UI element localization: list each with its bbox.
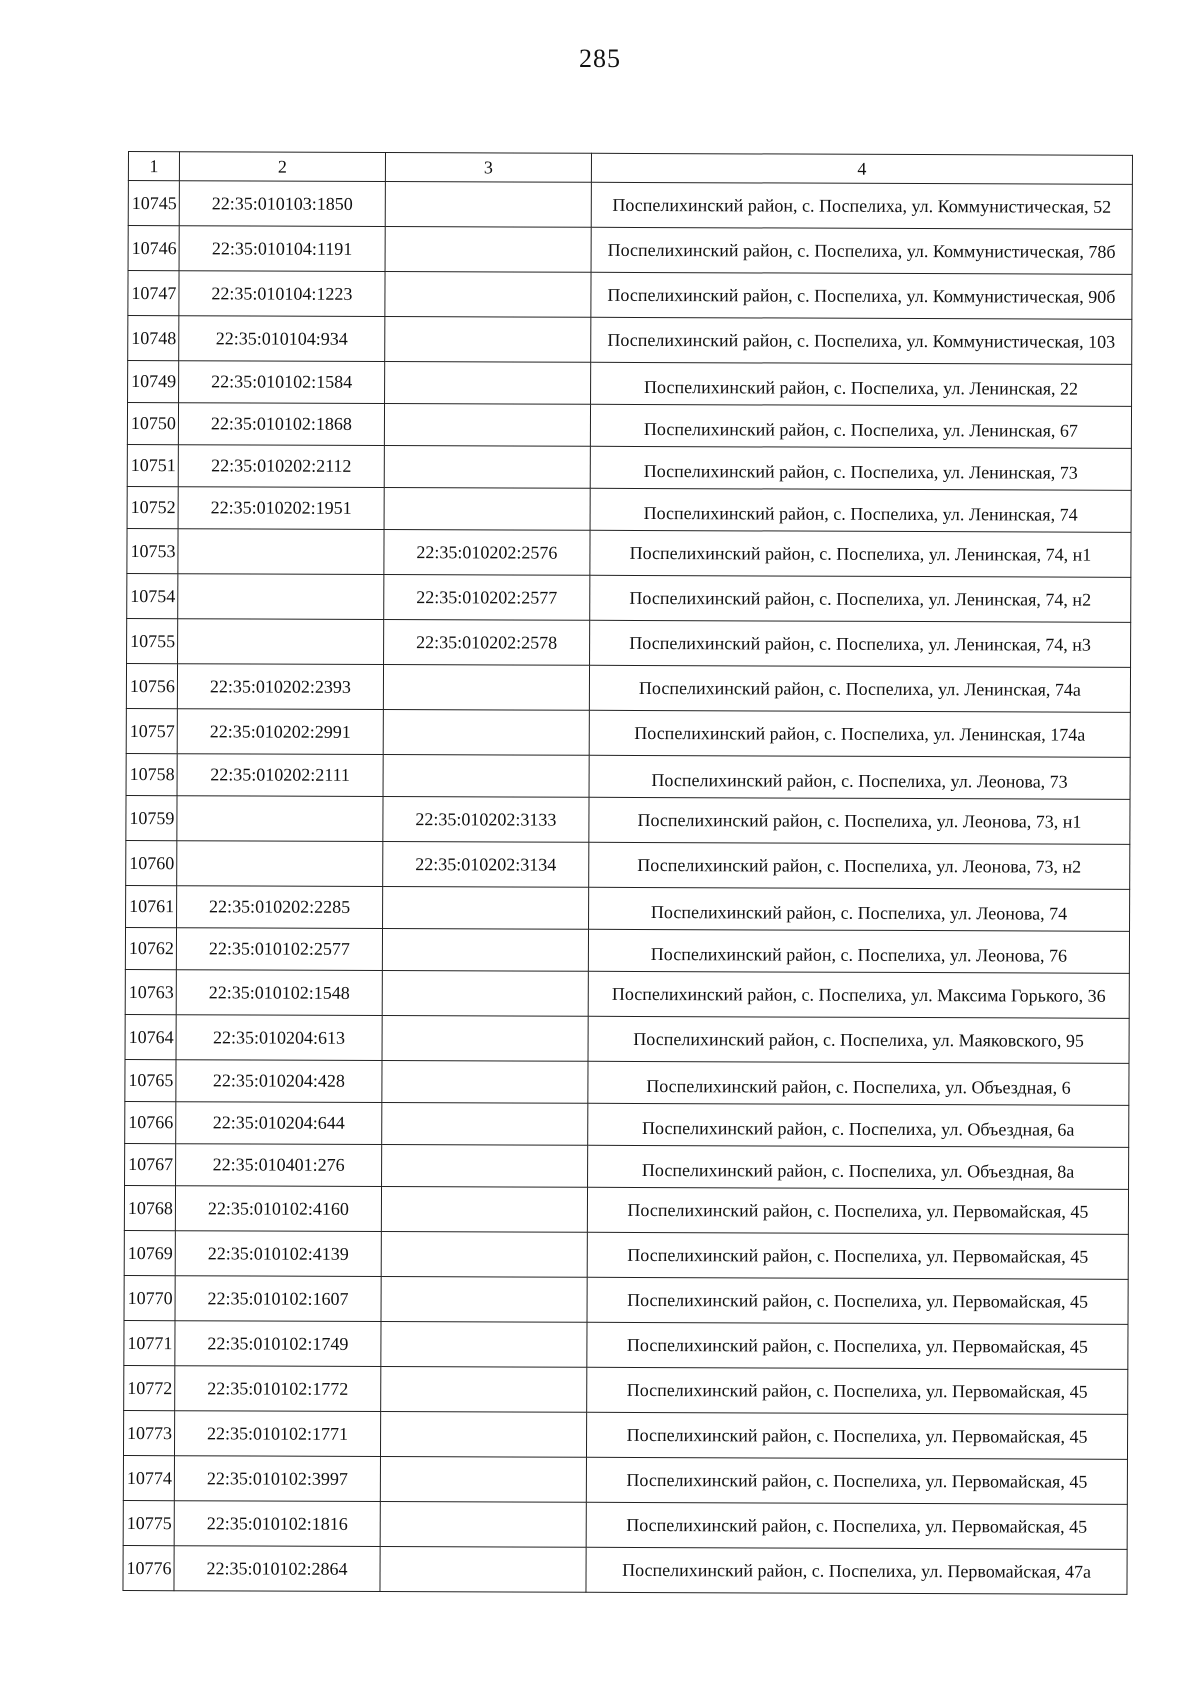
row-number: 10746 [128, 226, 179, 271]
cadastral-number-col3 [381, 1231, 587, 1277]
cadastral-number-col2 [178, 574, 384, 620]
row-number: 10767 [125, 1143, 176, 1185]
table-row [126, 885, 1130, 931]
cadastral-number-col3 [385, 271, 591, 317]
page-number: 285 [579, 44, 621, 73]
row-number: 10747 [128, 271, 179, 316]
address: Поспелихинский район, с. Поспелиха, ул. Коммунистическая, 90б [591, 272, 1132, 319]
cadastral-number-col3 [383, 754, 589, 797]
cadastral-number-col2: 22:35:010204:644 [176, 1102, 382, 1145]
address: Поспелихинский район, с. Поспелиха, ул. Первомайская, 45 [587, 1187, 1128, 1234]
address: Поспелихинский район, с. Поспелиха, ул. Ленинская, 67 [590, 404, 1131, 448]
cadastral-number-col2: 22:35:010102:1607 [175, 1276, 381, 1322]
table-row [125, 969, 1129, 1018]
row-number: 10772 [124, 1365, 175, 1410]
cadastral-number-col2: 22:35:010102:1548 [176, 970, 382, 1016]
row-number: 10751 [127, 444, 178, 486]
cadastral-number-col2: 22:35:010202:2111 [177, 754, 383, 797]
cadastral-number-col2 [178, 619, 384, 665]
address: Поспелихинский район, с. Поспелиха, ул. Ленинская, 74, н1 [590, 530, 1131, 577]
row-number: 10765 [125, 1059, 176, 1101]
cadastral-number-col2: 22:35:010102:4139 [175, 1231, 381, 1277]
cadastral-number-col2: 22:35:010102:1772 [175, 1366, 381, 1412]
header-col-2: 2 [179, 152, 385, 182]
cadastral-number-col3 [385, 181, 591, 227]
header-col-4: 4 [591, 153, 1132, 184]
address: Поспелихинский район, с. Поспелиха, ул. Первомайская, 45 [586, 1412, 1127, 1459]
table-row [124, 1185, 1128, 1234]
address: Поспелихинский район, с. Поспелиха, ул. Леонова, 74 [589, 887, 1130, 931]
cadastral-number-col2: 22:35:010102:2864 [174, 1546, 380, 1592]
cadastral-number-col2: 22:35:010102:1584 [179, 361, 385, 404]
header-row [128, 152, 1132, 185]
address: Поспелихинский район, с. Поспелиха, ул. Максима Горького, 36 [588, 971, 1129, 1018]
header-col-1: 1 [128, 152, 179, 181]
row-number: 10754 [127, 573, 178, 618]
address: Поспелихинский район, с. Поспелиха, ул. Леонова, 73, н2 [589, 842, 1130, 889]
cadastral-number-col2 [177, 796, 383, 842]
table-row [127, 486, 1131, 532]
cadastral-number-col2: 22:35:010104:934 [179, 316, 385, 362]
address: Поспелихинский район, с. Поспелиха, ул. Леонова, 73 [589, 755, 1130, 799]
cadastral-number-col3 [384, 487, 590, 530]
table-row [125, 927, 1129, 973]
table-row [128, 271, 1132, 320]
address: Поспелихинский район, с. Поспелиха, ул. Ленинская, 74а [589, 665, 1130, 712]
header-col-3: 3 [385, 152, 591, 182]
cadastral-number-col2: 22:35:010202:2991 [177, 709, 383, 755]
address: Поспелихинский район, с. Поспелиха, ул. Леонова, 73, н1 [589, 797, 1130, 844]
address: Поспелихинский район, с. Поспелиха, ул. Первомайская, 45 [587, 1277, 1128, 1324]
table-row [125, 1101, 1129, 1147]
address: Поспелихинский район, с. Поспелиха, ул. Первомайская, 47а [586, 1547, 1127, 1594]
table-header [128, 152, 1132, 185]
table-row [123, 1500, 1127, 1549]
cadastral-number-col3: 22:35:010202:3134 [383, 841, 589, 887]
table-row [125, 1143, 1129, 1189]
address: Поспелихинский район, с. Поспелиха, ул. Первомайская, 45 [586, 1457, 1127, 1504]
table-row [128, 361, 1132, 407]
cadastral-number-col2: 22:35:010202:2112 [178, 445, 384, 488]
cadastral-number-col2: 22:35:010202:1951 [178, 487, 384, 530]
table-row [128, 181, 1132, 230]
address: Поспелихинский район, с. Поспелиха, ул. Первомайская, 45 [587, 1232, 1128, 1279]
cadastral-number-col3 [385, 361, 591, 404]
cadastral-number-col3 [381, 1186, 587, 1232]
address: Поспелихинский район, с. Поспелиха, ул. Коммунистическая, 52 [591, 182, 1132, 229]
table-row [127, 573, 1131, 622]
table-row [127, 528, 1131, 577]
table-row [126, 663, 1130, 712]
cadastral-number-col2: 22:35:010204:428 [176, 1060, 382, 1103]
table-row [126, 753, 1130, 799]
cadastral-number-col3 [380, 1501, 586, 1547]
cadastral-number-col3: 22:35:010202:3133 [383, 796, 589, 842]
cadastral-number-col3 [385, 316, 591, 362]
address: Поспелихинский район, с. Поспелиха, ул. Коммунистическая, 78б [591, 227, 1132, 274]
address: Поспелихинский район, с. Поспелиха, ул. Первомайская, 45 [586, 1502, 1127, 1549]
cadastral-number-col3 [383, 664, 589, 710]
cadastral-number-col2: 22:35:010102:3997 [174, 1456, 380, 1502]
row-number: 10758 [126, 753, 177, 795]
cadastral-number-col2: 22:35:010102:1816 [174, 1501, 380, 1547]
row-number: 10771 [124, 1320, 175, 1365]
cadastral-number-col3: 22:35:010202:2577 [384, 574, 590, 620]
table-row [124, 1275, 1128, 1324]
table-body [123, 181, 1132, 1595]
address: Поспелихинский район, с. Поспелиха, ул. Ленинская, 174а [589, 710, 1130, 757]
address: Поспелихинский район, с. Поспелиха, ул. Первомайская, 45 [587, 1367, 1128, 1414]
address: Поспелихинский район, с. Поспелиха, ул. Ленинская, 73 [590, 446, 1131, 490]
row-number: 10748 [128, 316, 179, 361]
row-number: 10762 [125, 927, 176, 969]
row-number: 10770 [124, 1275, 175, 1320]
table-row [124, 1320, 1128, 1369]
table-row [127, 444, 1131, 490]
address: Поспелихинский район, с. Поспелиха, ул. Коммунистическая, 103 [591, 317, 1132, 364]
cadastral-number-col3 [381, 1366, 587, 1412]
row-number: 10752 [127, 486, 178, 528]
table-row [124, 1230, 1128, 1279]
cadastral-number-col2: 22:35:010202:2285 [177, 886, 383, 929]
row-number: 10766 [125, 1101, 176, 1143]
cadastral-number-col3 [380, 1546, 586, 1592]
cadastral-number-col2: 22:35:010202:2393 [177, 664, 383, 710]
cadastral-number-col3 [382, 970, 588, 1016]
cadastral-number-col2 [177, 841, 383, 887]
address: Поспелихинский район, с. Поспелиха, ул. Объездная, 8а [588, 1145, 1129, 1189]
cadastral-number-col3 [380, 1456, 586, 1502]
row-number: 10768 [124, 1185, 175, 1230]
table-row [128, 316, 1132, 365]
row-number: 10769 [124, 1230, 175, 1275]
row-number: 10764 [125, 1014, 176, 1059]
table-row [125, 1014, 1129, 1063]
address: Поспелихинский район, с. Поспелиха, ул. Ленинская, 74 [590, 488, 1131, 532]
cadastral-number-col2: 22:35:010102:4160 [175, 1186, 381, 1232]
table-row [127, 403, 1131, 449]
table-row [128, 226, 1132, 275]
cadastral-number-col2: 22:35:010401:276 [176, 1144, 382, 1187]
cadastral-number-col3 [383, 886, 589, 929]
cadastral-number-col3 [382, 928, 588, 971]
address: Поспелихинский район, с. Поспелиха, ул. Ленинская, 74, н3 [590, 620, 1131, 667]
row-number: 10775 [123, 1500, 174, 1545]
cadastral-number-col3 [383, 709, 589, 755]
table-row [123, 1455, 1127, 1504]
address: Поспелихинский район, с. Поспелиха, ул. Объездная, 6а [588, 1103, 1129, 1147]
row-number: 10761 [126, 885, 177, 927]
table-row [126, 840, 1130, 889]
cadastral-number-col2: 22:35:010102:1749 [175, 1321, 381, 1367]
cadastral-number-col3: 22:35:010202:2578 [384, 619, 590, 665]
table-row [127, 618, 1131, 667]
cadastral-number-col2: 22:35:010102:1771 [174, 1411, 380, 1457]
table-row [126, 795, 1130, 844]
row-number: 10745 [128, 181, 179, 226]
row-number: 10755 [127, 618, 178, 663]
address: Поспелихинский район, с. Поспелиха, ул. Ленинская, 74, н2 [590, 575, 1131, 622]
row-number: 10749 [128, 361, 179, 403]
row-number: 10774 [123, 1455, 174, 1500]
cadastral-number-col3 [382, 1144, 588, 1187]
cadastral-number-col3 [381, 1276, 587, 1322]
cadastral-number-col3 [384, 445, 590, 488]
address: Поспелихинский район, с. Поспелиха, ул. Первомайская, 45 [587, 1322, 1128, 1369]
row-number: 10750 [127, 403, 178, 445]
table-row [123, 1410, 1127, 1459]
cadastral-number-col2: 22:35:010103:1850 [179, 181, 385, 227]
address: Поспелихинский район, с. Поспелиха, ул. Маяковского, 95 [588, 1016, 1129, 1063]
cadastral-number-col3 [382, 1015, 588, 1061]
cadastral-number-col2: 22:35:010104:1223 [179, 271, 385, 317]
table-row [123, 1545, 1127, 1594]
cadastral-number-col3 [380, 1411, 586, 1457]
cadastral-number-col3: 22:35:010202:2576 [384, 529, 590, 575]
row-number: 10763 [125, 969, 176, 1014]
cadastral-number-col3 [382, 1102, 588, 1145]
cadastral-number-col3 [382, 1060, 588, 1103]
row-number: 10756 [126, 663, 177, 708]
table-row [124, 1365, 1128, 1414]
cadastral-number-col2 [178, 529, 384, 575]
address: Поспелихинский район, с. Поспелиха, ул. Объездная, 6 [588, 1061, 1129, 1105]
cadastral-number-col2: 22:35:010102:2577 [176, 928, 382, 971]
row-number: 10773 [123, 1410, 174, 1455]
cadastral-number-col2: 22:35:010204:613 [176, 1015, 382, 1061]
row-number: 10760 [126, 840, 177, 885]
cadastral-number-col3 [385, 226, 591, 272]
cadastral-number-col3 [384, 403, 590, 446]
row-number: 10776 [123, 1545, 174, 1590]
cadastral-number-col3 [381, 1321, 587, 1367]
row-number: 10757 [126, 708, 177, 753]
row-number: 10753 [127, 528, 178, 573]
table-row [126, 708, 1130, 757]
address: Поспелихинский район, с. Поспелиха, ул. Ленинская, 22 [591, 362, 1132, 406]
cadastral-number-col2: 22:35:010104:1191 [179, 226, 385, 272]
property-table [122, 151, 1133, 1595]
table-row [125, 1059, 1129, 1105]
row-number: 10759 [126, 795, 177, 840]
address: Поспелихинский район, с. Поспелиха, ул. Леонова, 76 [588, 929, 1129, 973]
cadastral-number-col2: 22:35:010102:1868 [178, 403, 384, 446]
